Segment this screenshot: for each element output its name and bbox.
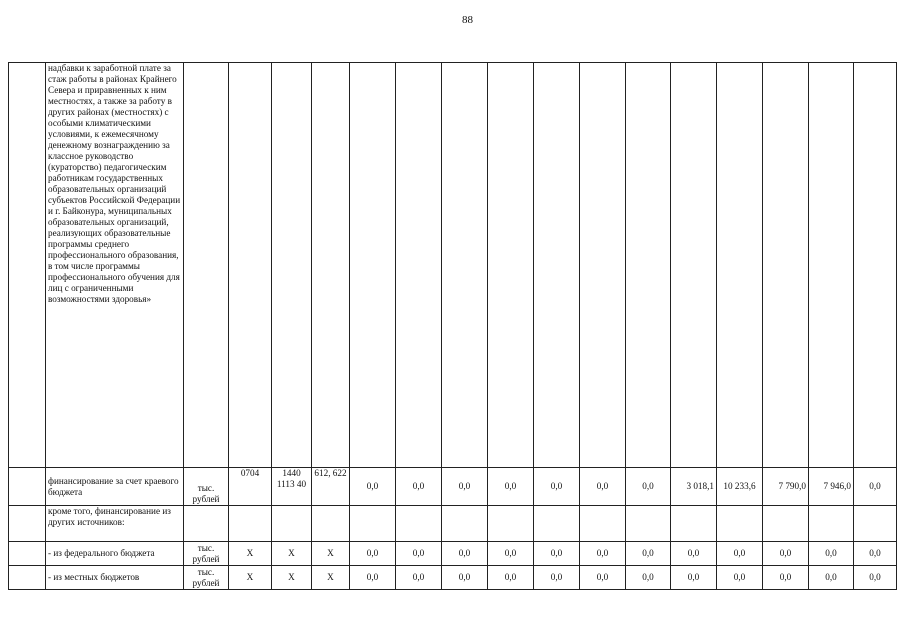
table-cell (580, 63, 626, 468)
value-cell: 7 946,0 (809, 468, 854, 506)
value-cell: 0,0 (580, 542, 626, 566)
table-cell (534, 506, 580, 542)
table-cell (488, 63, 534, 468)
unit-cell: тыс. рублей (184, 468, 229, 506)
table-cell (671, 63, 717, 468)
table-cell (396, 506, 442, 542)
table-cell (809, 506, 854, 542)
table-cell (626, 63, 671, 468)
value-cell: 0,0 (717, 566, 763, 590)
value-cell: 0,0 (626, 468, 671, 506)
value-cell: 0,0 (442, 468, 488, 506)
table-cell (671, 506, 717, 542)
page-number: 88 (462, 14, 473, 26)
section-code: Х (229, 542, 272, 566)
table-cell (9, 468, 46, 506)
value-cell: 0,0 (626, 566, 671, 590)
expense-type-code: 612, 622 (312, 468, 350, 506)
value-cell: 0,0 (854, 542, 897, 566)
table-cell (272, 63, 312, 468)
table-cell (442, 63, 488, 468)
table-cell (626, 506, 671, 542)
value-cell: 0,0 (350, 468, 396, 506)
table-cell (396, 63, 442, 468)
table-cell (350, 63, 396, 468)
value-cell: 0,0 (763, 566, 809, 590)
value-cell: 3 018,1 (671, 468, 717, 506)
local-budget-row (9, 566, 897, 590)
table-cell (229, 63, 272, 468)
table-cell (809, 63, 854, 468)
value-cell: 0,0 (626, 542, 671, 566)
value-cell: 0,0 (396, 468, 442, 506)
value-cell: 0,0 (854, 468, 897, 506)
value-cell: 0,0 (534, 566, 580, 590)
value-cell: 7 790,0 (763, 468, 809, 506)
table-cell (580, 506, 626, 542)
value-cell: 0,0 (442, 542, 488, 566)
table-cell (763, 63, 809, 468)
table-cell (442, 506, 488, 542)
table-cell (854, 506, 897, 542)
section-code: 0704 (229, 468, 272, 506)
row-label: финансирование за счет краевого бюджета (46, 468, 184, 506)
value-cell: 10 233,6 (717, 468, 763, 506)
table-cell (184, 63, 229, 468)
target-code: Х (272, 542, 312, 566)
table-cell (184, 506, 229, 542)
unit-cell: тыс. рублей (184, 542, 229, 566)
table-cell (9, 506, 46, 542)
value-cell: 0,0 (396, 566, 442, 590)
table-cell (534, 63, 580, 468)
row-label: - из местных бюджетов (46, 566, 184, 590)
value-cell: 0,0 (488, 566, 534, 590)
value-cell: 0,0 (350, 542, 396, 566)
table-cell (717, 506, 763, 542)
other-sources-row (9, 506, 897, 542)
table-cell (9, 566, 46, 590)
value-cell: 0,0 (396, 542, 442, 566)
value-cell: 0,0 (763, 542, 809, 566)
table-cell (350, 506, 396, 542)
table-cell (9, 63, 46, 468)
expense-type-code: Х (312, 566, 350, 590)
table-cell (312, 63, 350, 468)
description-row (9, 63, 897, 468)
row-label: - из федерального бюджета (46, 542, 184, 566)
row-label: кроме того, финансирование из других источников: (46, 506, 184, 542)
table-cell (312, 506, 350, 542)
table-cell (763, 506, 809, 542)
table-cell (854, 63, 897, 468)
table-cell (272, 506, 312, 542)
table-cell (717, 63, 763, 468)
measure-description: надбавки к заработной плате за стаж работы в районах Крайнего Севера и приравненных к ним местностях, а также за работу в других районах (местностях) с особыми климатическими условиями, к ежемесячному денежному вознаграждению за классное руководство (кураторство) педагогическим работникам государственных образовательных организаций субъектов Российской Федерации и г. Байконура, муниципальных образовательных организаций, реализующих образовательные программы среднего профессионального образования, в том числе программы профессионального обучения для лиц с ограниченными возможностями здоровья» (46, 63, 184, 468)
target-code: 1440 1113 40 (272, 468, 312, 506)
table-cell (488, 506, 534, 542)
value-cell: 0,0 (488, 542, 534, 566)
value-cell: 0,0 (671, 542, 717, 566)
budget-table (8, 62, 897, 590)
value-cell: 0,0 (854, 566, 897, 590)
value-cell: 0,0 (809, 566, 854, 590)
table-cell (9, 542, 46, 566)
section-code: Х (229, 566, 272, 590)
regional-budget-row (9, 468, 897, 506)
value-cell: 0,0 (717, 542, 763, 566)
value-cell: 0,0 (534, 542, 580, 566)
value-cell: 0,0 (580, 468, 626, 506)
table-cell (229, 506, 272, 542)
expense-type-code: Х (312, 542, 350, 566)
unit-cell: тыс. рублей (184, 566, 229, 590)
value-cell: 0,0 (671, 566, 717, 590)
value-cell: 0,0 (809, 542, 854, 566)
value-cell: 0,0 (350, 566, 396, 590)
value-cell: 0,0 (442, 566, 488, 590)
value-cell: 0,0 (534, 468, 580, 506)
federal-budget-row (9, 542, 897, 566)
value-cell: 0,0 (488, 468, 534, 506)
target-code: Х (272, 566, 312, 590)
value-cell: 0,0 (580, 566, 626, 590)
